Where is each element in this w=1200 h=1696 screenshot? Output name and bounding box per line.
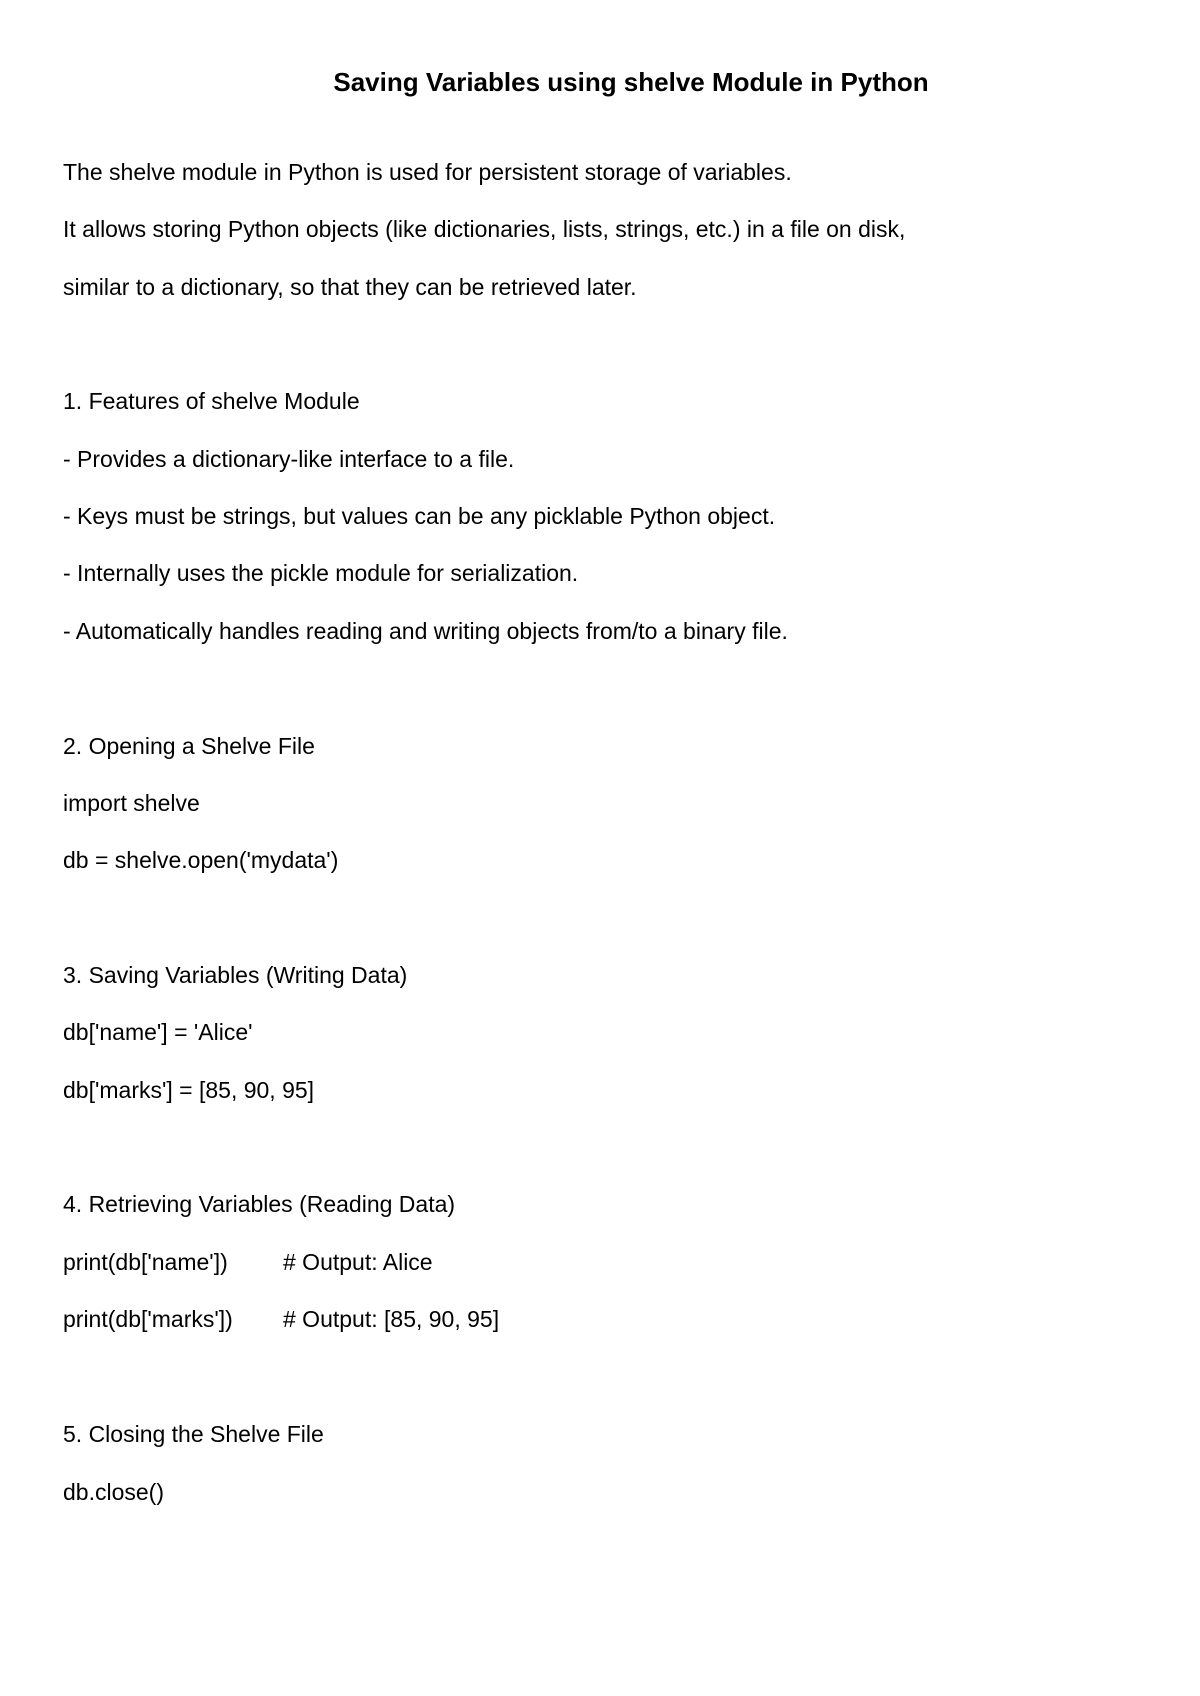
code-line-open: db = shelve.open('mydata') bbox=[63, 847, 339, 873]
section-3-heading: 3. Saving Variables (Writing Data) bbox=[63, 962, 408, 988]
feature-item-1: - Provides a dictionary-like interface to a file. bbox=[63, 446, 515, 472]
intro-line-3: similar to a dictionary, so that they can be retrieved later. bbox=[63, 274, 637, 300]
section-2-heading: 2. Opening a Shelve File bbox=[63, 733, 315, 759]
section-5-heading: 5. Closing the Shelve File bbox=[63, 1421, 324, 1447]
intro-line-2: It allows storing Python objects (like dictionaries, lists, strings, etc.) in a file on disk, bbox=[63, 216, 906, 242]
feature-item-3: - Internally uses the pickle module for serialization. bbox=[63, 560, 579, 586]
section-1-heading: 1. Features of shelve Module bbox=[63, 388, 360, 414]
feature-item-2: - Keys must be strings, but values can be any picklable Python object. bbox=[63, 503, 776, 529]
code-comment-marks: # Output: [85, 90, 95] bbox=[283, 1306, 500, 1332]
code-line-save-name: db['name'] = 'Alice' bbox=[63, 1019, 253, 1045]
code-line-close: db.close() bbox=[63, 1479, 164, 1505]
document-title: Saving Variables using shelve Module in Python bbox=[333, 67, 929, 97]
code-line-print-marks: print(db['marks']) bbox=[63, 1306, 233, 1332]
code-line-print-name: print(db['name']) bbox=[63, 1249, 228, 1275]
feature-item-4: - Automatically handles reading and writing objects from/to a binary file. bbox=[63, 618, 788, 644]
section-4-heading: 4. Retrieving Variables (Reading Data) bbox=[63, 1191, 456, 1217]
code-line-import: import shelve bbox=[63, 790, 200, 816]
code-comment-name: # Output: Alice bbox=[283, 1249, 433, 1275]
code-line-save-marks: db['marks'] = [85, 90, 95] bbox=[63, 1077, 315, 1103]
intro-line-1: The shelve module in Python is used for persistent storage of variables. bbox=[63, 159, 792, 185]
